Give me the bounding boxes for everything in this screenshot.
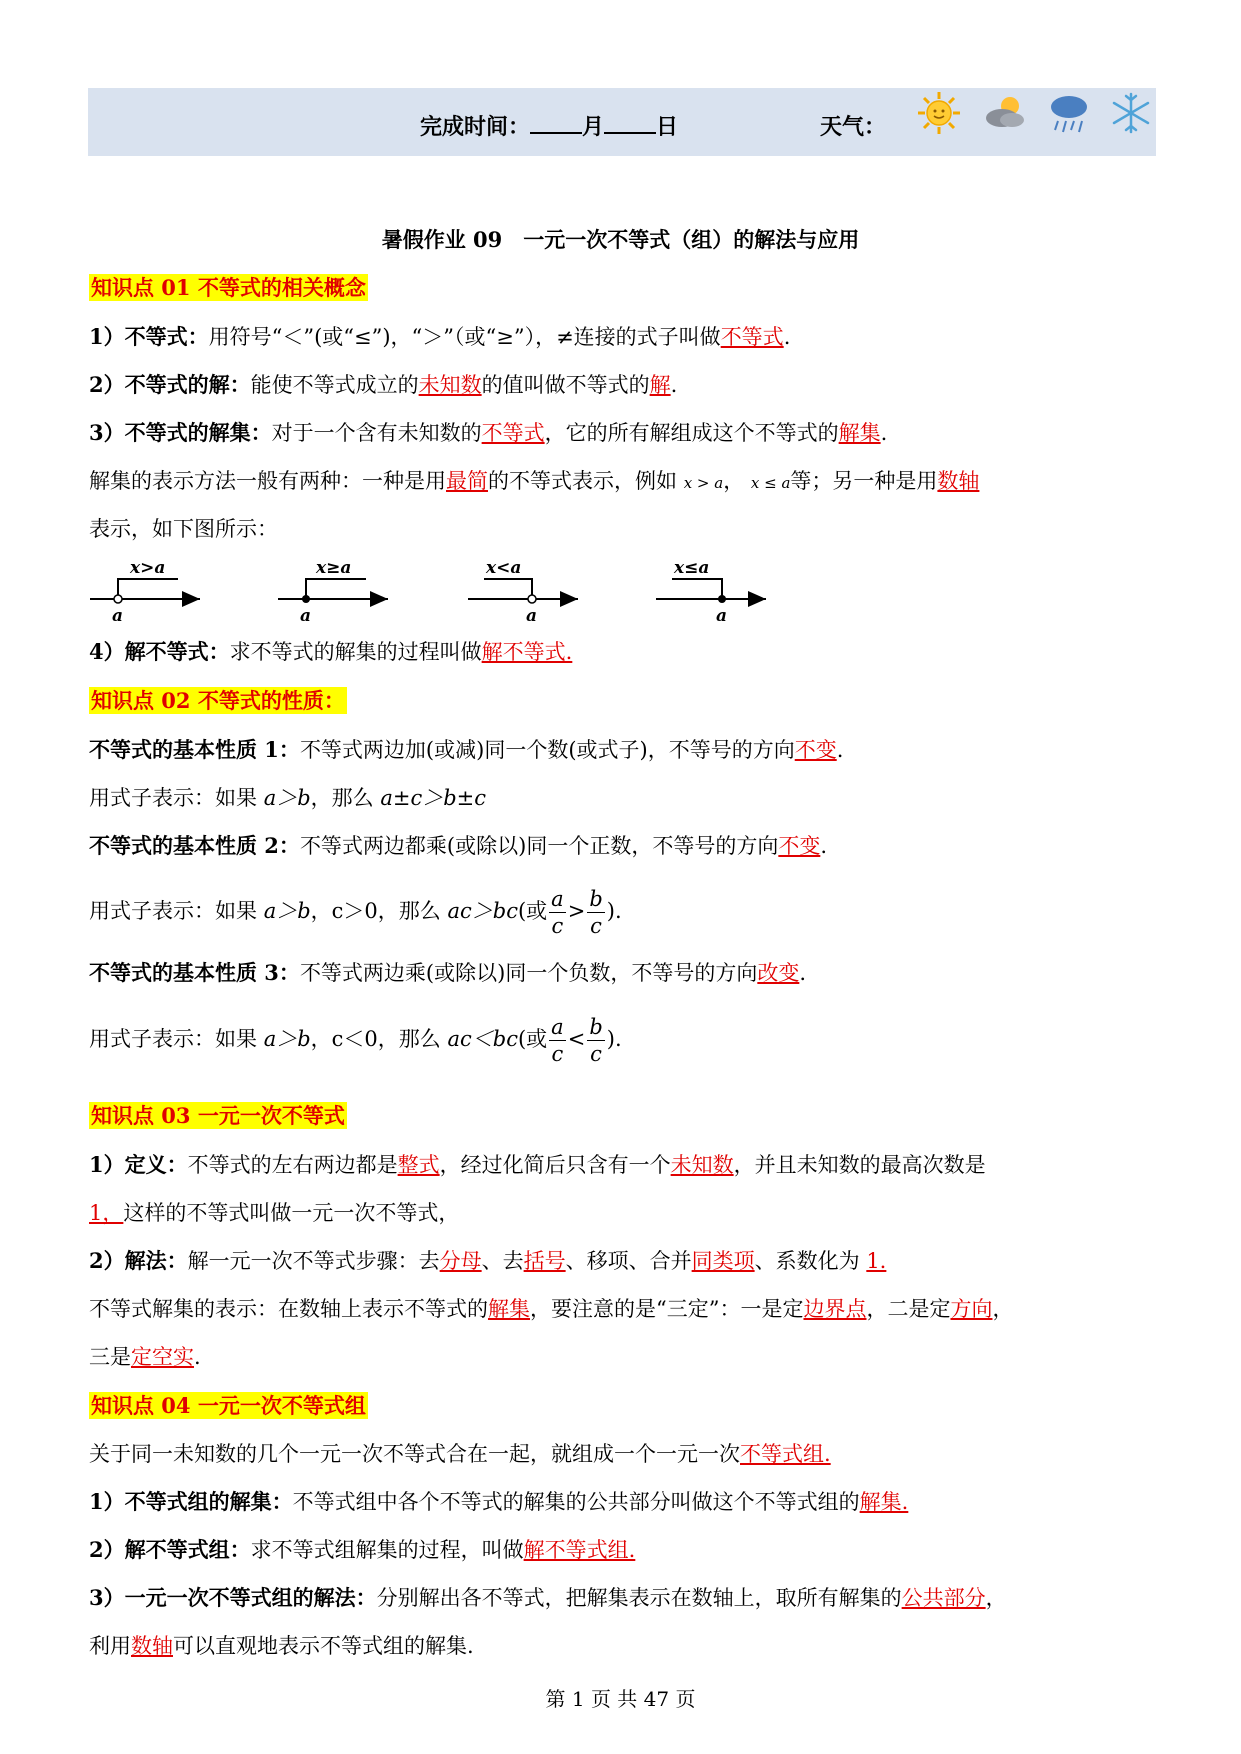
month-blank [530,112,582,134]
fraction-b-over-c: $\frac{b}{c}$ [589,887,603,938]
kp2-property1: 不等式的基本性质 1：不等式两边加(或减)同一个数(或式子)，不等号的方向不变. [89,737,844,762]
diagram-x-ge-a [278,558,388,625]
svg-text:x<a: x<a [486,558,522,578]
fraction-b-over-c: $\frac{b}{c}$ [589,1015,603,1066]
svg-text:a: a [526,606,538,625]
diagram-x-gt-a [90,558,200,625]
completion-time: 完成时间： 月 日 [420,110,678,141]
kp1-line4: 解集的表示方法一般有两种：一种是用最简的不等式表示，例如 x > a， x ≤ a等；另一种是用数轴 [89,469,980,493]
kp2-property2-expr: 用式子表示：如果 a＞b，c＞0，那么 ac＞bc(或 $\frac{a}{c}$ > $\frac{b}{c}$ ). [89,887,622,938]
svg-text:a: a [112,606,124,625]
rain-icon [1046,90,1092,136]
diagram-x-le-a [656,558,766,625]
snow-icon [1108,90,1154,136]
cloudy-icon [982,90,1028,136]
kp2-property3-expr: 用式子表示：如果 a＞b，c＜0，那么 ac＜bc(或 $\frac{a}{c}$ < $\frac{b}{c}$ ). [89,1015,622,1066]
page-number: 第 1 页 共 47 页 [545,1687,696,1711]
kp2-property1-expr: 用式子表示：如果 a＞b，那么 a±c＞b±c [89,786,487,810]
svg-text:a: a [300,606,312,625]
fraction-a-over-c: $\frac{a}{c}$ [551,1015,564,1066]
kp2-property3: 不等式的基本性质 3：不等式两边乘(或除以)同一个负数，不等号的方向改变. [89,960,807,985]
svg-text:a: a [716,606,728,625]
svg-text:x≥a: x≥a [316,558,352,578]
kp3-heading: 知识点 03 一元一次不等式 [91,1103,345,1128]
weather-label: 天气： [820,115,887,140]
kp4-solve: 2）解不等式组：求不等式组解集的过程，叫做解不等式组. [89,1537,636,1562]
kp1-line5: 表示，如下图所示： [89,517,278,541]
number-line-diagrams [88,555,778,625]
svg-text:x≤a: x≤a [674,558,710,578]
page-title: 暑假作业 09 一元一次不等式（组）的解法与应用 [381,227,860,252]
kp3-representation: 不等式解集的表示：在数轴上表示不等式的解集，要注意的是“三定”：一是定边界点，二是定方向， [89,1297,1014,1321]
kp4-heading: 知识点 04 一元一次不等式组 [91,1393,366,1418]
kp3-definition: 1）定义：不等式的左右两边都是整式，经过化简后只含有一个未知数，并且未知数的最高次数是 [89,1152,986,1177]
kp1-heading: 知识点 01 不等式的相关概念 [91,275,366,300]
kp2-heading: 知识点 02 不等式的性质： [91,688,345,713]
kp1-line2: 2）不等式的解：能使不等式成立的未知数的值叫做不等式的解. [89,372,678,397]
kp4-intro: 关于同一未知数的几个一元一次不等式合在一起，就组成一个一元一次不等式组. [89,1442,831,1466]
kp2-property2: 不等式的基本性质 2：不等式两边都乘(或除以)同一个正数，不等号的方向不变. [89,833,828,858]
kp4-method-cont: 利用数轴可以直观地表示不等式组的解集. [89,1634,474,1658]
kp1-line1: 1）不等式：用符号“＜”(或“≤”)，“＞”（或“≥”），≠连接的式子叫做不等式. [89,324,791,349]
kp3-representation-cont: 三是定空实. [89,1345,201,1369]
kp3-definition-cont: 1，这样的不等式叫做一元一次不等式， [89,1201,460,1225]
day-blank [604,112,656,134]
kp4-solution-set: 1）不等式组的解集：不等式组中各个不等式的解集的公共部分叫做这个不等式组的解集. [89,1489,909,1514]
sun-icon [916,90,962,136]
kp1-line3: 3）不等式的解集：对于一个含有未知数的不等式，它的所有解组成这个不等式的解集. [89,420,888,445]
svg-text:x>a: x>a [130,558,166,578]
kp4-method: 3）一元一次不等式组的解法：分别解出各不等式，把解集表示在数轴上，取所有解集的公共部分， [89,1585,1007,1610]
diagram-x-lt-a [468,558,578,625]
kp3-solution: 2）解法：解一元一次不等式步骤：去分母、去括号、移项、合并同类项、系数化为 1. [89,1248,887,1273]
fraction-a-over-c: $\frac{a}{c}$ [551,887,564,938]
kp1-line6: 4）解不等式：求不等式的解集的过程叫做解不等式. [89,639,573,664]
